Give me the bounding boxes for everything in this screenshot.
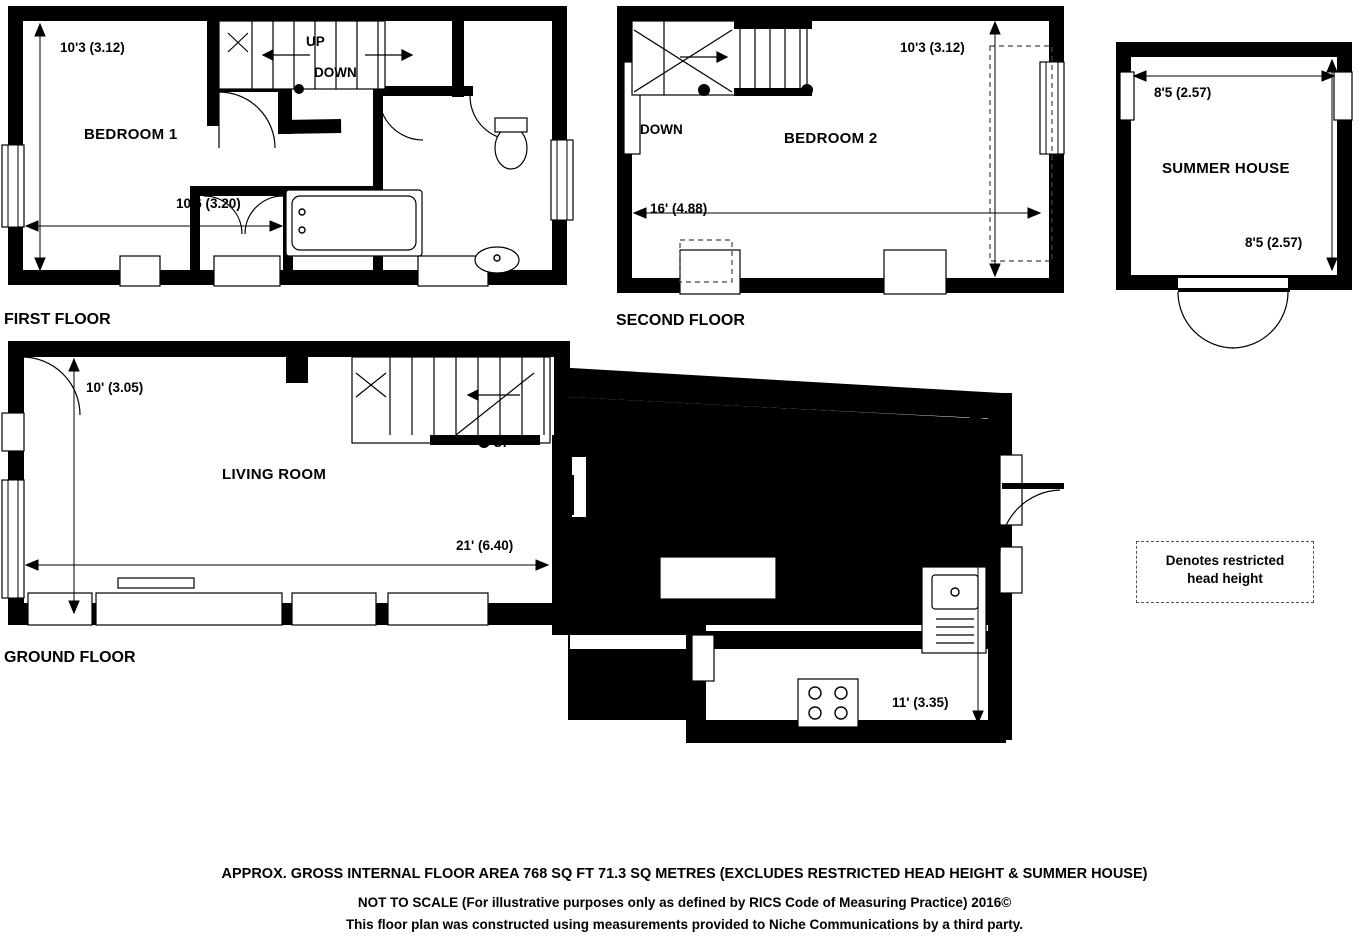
first-floor-plan	[0, 0, 575, 300]
ground-floor-dimension-2: 17'5 (5.31)	[584, 434, 649, 449]
second-stair-label-down: DOWN	[640, 122, 683, 137]
floor-title-ground-floor: GROUND FLOOR	[4, 649, 136, 666]
room-label-bedroom-1: BEDROOM 1	[84, 126, 178, 143]
ground-floor-dimension-1: 21' (6.40)	[456, 538, 514, 553]
first-floor-dimension-1: 10'6 (3.20)	[176, 196, 241, 211]
room-label-bedroom-2: BEDROOM 2	[784, 130, 878, 147]
ground-floor-dimension-3: 11' (3.35)	[892, 695, 949, 710]
room-label-living-room: LIVING ROOM	[222, 466, 327, 483]
summer-house-dimension-1: 8'5 (2.57)	[1245, 235, 1303, 250]
second-floor-dimension-1: 16' (4.88)	[650, 201, 708, 216]
floor-title-second-floor: SECOND FLOOR	[616, 312, 745, 329]
footer-area-text: APPROX. GROSS INTERNAL FLOOR AREA 768 SQ FT 71.3 SQ METRES (EXCLUDES RESTRICTED HEAD HEIGHT & SUMMER HOUSE)	[221, 866, 1148, 882]
floor-title-first-floor: FIRST FLOOR	[4, 311, 111, 328]
footer-disclaimer-2: This floor plan was constructed using measurements provided to Niche Communications by a third party.	[345, 917, 1024, 932]
footer-disclaimer-1: NOT TO SCALE (For illustrative purposes only as defined by RICS Code of Measuring Practice) 2016©	[357, 895, 1012, 910]
ground-floor-plan	[0, 335, 1090, 760]
room-label-kitchen: KITCHEN	[796, 538, 865, 555]
legend-line-2: head height	[1187, 571, 1263, 586]
summer-house-plan	[1110, 30, 1360, 340]
ground-stair-label-up: UP	[493, 435, 512, 450]
second-floor-drawing	[612, 0, 1072, 305]
stair-label-up: UP	[306, 34, 325, 49]
room-label-summer-house: SUMMER HOUSE	[1162, 160, 1290, 177]
summer-house-dimension-0: 8'5 (2.57)	[1154, 85, 1212, 100]
ground-floor-dimension-0: 10' (3.05)	[86, 380, 144, 395]
summer-house-drawing	[1110, 30, 1360, 340]
second-floor-dimension-0: 10'3 (3.12)	[900, 40, 965, 55]
legend-restricted-head-height	[1136, 541, 1314, 603]
legend-line-1: Denotes restricted	[1165, 553, 1285, 568]
first-floor-dimension-0: 10'3 (3.12)	[60, 40, 125, 55]
second-floor-plan	[612, 0, 1072, 305]
stair-label-down: DOWN	[314, 65, 357, 80]
